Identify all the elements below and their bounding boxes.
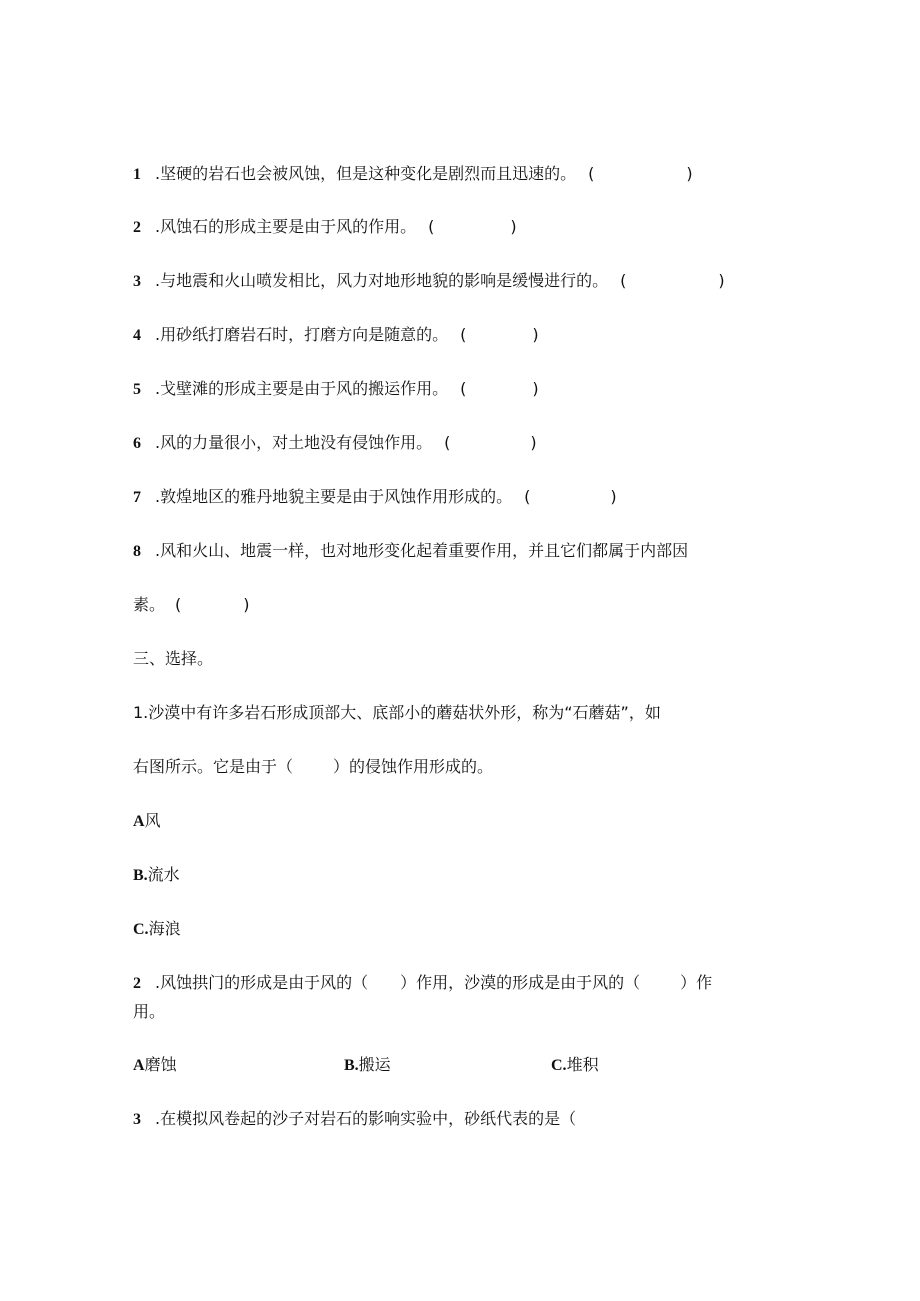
choice-2-option-c[interactable] bbox=[551, 1054, 599, 1077]
choice-2-option-a[interactable] bbox=[133, 1054, 177, 1077]
answer-close-paren: ) bbox=[610, 487, 617, 506]
question-text: .风和火山、地震一样，也对地形变化起着重要作用，并且它们都属于内部因 bbox=[155, 541, 689, 560]
answer-open-paren: ( bbox=[588, 164, 595, 183]
question-4 bbox=[133, 324, 539, 347]
option-label: A bbox=[133, 813, 145, 830]
question-text: .风的力量很小，对土地没有侵蚀作用。 bbox=[155, 433, 433, 452]
question-text: ）的侵蚀作用形成的。 bbox=[333, 757, 494, 776]
question-text: .风蚀石的形成主要是由于风的作用。 bbox=[155, 217, 417, 236]
question-number: 1 bbox=[133, 166, 141, 183]
choice-1-option-b[interactable] bbox=[133, 864, 180, 887]
answer-open-paren: ( bbox=[428, 217, 435, 236]
question-number: 3 bbox=[133, 273, 141, 290]
answer-close-paren: ) bbox=[718, 271, 725, 290]
question-text: 素。 bbox=[133, 595, 166, 614]
answer-close-paren: ) bbox=[686, 164, 693, 183]
question-text: ）作用，沙漠的形成是由于风的（ bbox=[400, 973, 641, 992]
answer-open-paren: ( bbox=[524, 487, 531, 506]
question-number: 3 bbox=[133, 1111, 141, 1128]
question-text: .风蚀拱门的形成是由于风的（ bbox=[155, 973, 369, 992]
question-number: 8 bbox=[133, 543, 141, 560]
choice-question-1-line2 bbox=[133, 756, 493, 778]
choice-1-option-c[interactable] bbox=[133, 918, 181, 941]
answer-open-paren: ( bbox=[460, 325, 467, 344]
choice-question-1: 1.沙漠中有许多岩石形成顶部大、底部小的蘑菇状外形，称为“石蘑菇”，如 bbox=[133, 703, 661, 722]
option-label: A bbox=[133, 1057, 145, 1074]
question-text: .敦煌地区的雅丹地貌主要是由于风蚀作用形成的。 bbox=[155, 487, 513, 506]
question-8 bbox=[133, 540, 688, 563]
option-label: C. bbox=[133, 921, 149, 938]
option-label: C. bbox=[551, 1057, 567, 1074]
question-8-continued bbox=[133, 594, 250, 616]
option-text: 堆积 bbox=[566, 1055, 599, 1074]
answer-close-paren: ) bbox=[532, 325, 539, 344]
answer-open-paren: ( bbox=[175, 595, 182, 614]
question-text: .坚硬的岩石也会被风蚀，但是这种变化是剧烈而且迅速的。 bbox=[155, 164, 577, 183]
option-text: 海浪 bbox=[148, 919, 181, 938]
answer-close-paren: ) bbox=[532, 379, 539, 398]
answer-open-paren: ( bbox=[444, 433, 451, 452]
option-text: 流水 bbox=[147, 865, 180, 884]
question-number: 5 bbox=[133, 381, 141, 398]
choice-question-2-line2: 用。 bbox=[133, 1002, 166, 1021]
answer-open-paren: ( bbox=[460, 379, 467, 398]
answer-close-paren: ) bbox=[510, 217, 517, 236]
option-label: B. bbox=[133, 867, 148, 884]
choice-question-2 bbox=[133, 972, 712, 995]
question-text: .戈壁滩的形成主要是由于风的搬运作用。 bbox=[155, 379, 449, 398]
question-number: 7 bbox=[133, 489, 141, 506]
question-text: 右图所示。它是由于（ bbox=[133, 757, 294, 776]
question-number: 2 bbox=[133, 219, 141, 236]
choice-1-option-a[interactable] bbox=[133, 810, 161, 833]
question-number: 4 bbox=[133, 327, 141, 344]
answer-open-paren: ( bbox=[620, 271, 627, 290]
question-number: 2 bbox=[133, 975, 141, 992]
question-7 bbox=[133, 486, 617, 509]
question-5 bbox=[133, 378, 539, 401]
choice-2-option-b[interactable] bbox=[344, 1054, 391, 1077]
question-text: .用砂纸打磨岩石时，打磨方向是随意的。 bbox=[155, 325, 449, 344]
question-text: .与地震和火山喷发相比，风力对地形地貌的影响是缓慢进行的。 bbox=[155, 271, 609, 290]
section-title: 三、选择。 bbox=[133, 649, 214, 668]
option-text: 风 bbox=[144, 811, 161, 830]
option-label: B. bbox=[344, 1057, 359, 1074]
question-3 bbox=[133, 270, 725, 293]
option-text: 搬运 bbox=[358, 1055, 391, 1074]
question-2 bbox=[133, 216, 517, 239]
question-text: ）作 bbox=[680, 973, 713, 992]
option-text: 磨蚀 bbox=[144, 1055, 177, 1074]
answer-close-paren: ) bbox=[243, 595, 250, 614]
question-text: .在模拟风卷起的沙子对岩石的影响实验中，砂纸代表的是（ bbox=[155, 1109, 577, 1128]
choice-question-3 bbox=[133, 1108, 576, 1131]
question-number: 6 bbox=[133, 435, 141, 452]
answer-close-paren: ) bbox=[530, 433, 537, 452]
question-6 bbox=[133, 432, 537, 455]
question-1 bbox=[133, 163, 693, 186]
